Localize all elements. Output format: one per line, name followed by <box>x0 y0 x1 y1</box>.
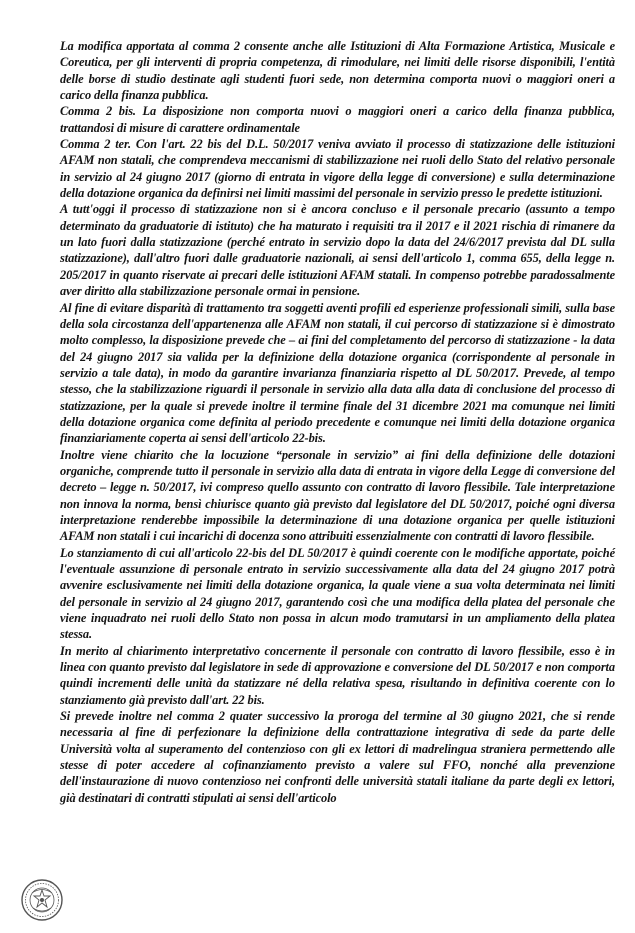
paragraph-chiarimento: In merito al chiarimento interpretativo concernente il personale con contratto di lavoro flessibile, esso è in linea con quanto previsto dal legislatore in sede di approvazione e conversione del DL 50/2017 e non comporta quindi incrementi delle unità da statizzare né della relativa spesa, risultando in definitiva coerente con lo stanziamento già previsto dall'art. 22 bis. <box>60 643 615 707</box>
paragraph-comma-2-bis: Comma 2 bis. La disposizione non comporta nuovi o maggiori oneri a carico della finanza pubblica, trattandosi di misure di carattere ordinamentale <box>60 104 615 135</box>
paragraph-statizzazione: A tutt'oggi il processo di statizzazione non si è ancora concluso e il personale precario (assunto a tempo determinato da graduatorie di istituto) che ha maturato i requisiti tra il 2017 e il 2021 rischia di rimanere da un lato fuori dalla statizzazione (perché entrato in servizio dopo la data del 24/6/2017 prevista dal DL sulla statizzazione), dall'altro fuori dalle graduatorie nazionali, ai sensi dell'articolo 1, comma 655, della legge n. 205/2017 in quanto riservate ai precari delle istituzioni AFAM statali. In compenso potrebbe paradossalmente aver diritto alla stabilizzazione personale ormai in pensione. <box>60 202 615 299</box>
paragraph-afam-borse: La modifica apportata al comma 2 consente anche alle Istituzioni di Alta Formazione Artistica, Musicale e Coreutica, per gli interventi di propria competenza, di rimodulare, nei limiti delle risorse disponibili, l'entità delle borse di studio destinate agli studenti fuori sede, non determina comporta nuovi o maggiori oneri a carico della finanza pubblica. <box>60 39 615 103</box>
body-text <box>60 38 615 806</box>
official-seal-icon <box>20 878 64 922</box>
paragraph-personale-in-servizio: Inoltre viene chiarito che la locuzione “personale in servizio” ai fini della definizione delle dotazioni organiche, comprende tutto il personale in servizio alla data di entrata in vigore della Legge di conversione del decreto – legge n. 50/2017, ivi compreso quello assunto con contratto di lavoro flessibile. Tale interpretazione non innova la norma, bensì chiurisce quanto già previsto dal legislatore del DL 50/2017, poiché ogni diversa interpretazione renderebbe impossibile la determinazione di una dotazione organica per quelle istituzioni AFAM non statali i cui incarichi di docenza sono attribuiti essenzialmente con contratti di lavoro flessibile. <box>60 447 615 544</box>
paragraph-disparita: Al fine di evitare disparità di trattamento tra soggetti aventi profili ed esperienze professionali simili, sulla base della sola circostanza dell'appartenenza alle AFAM non statali, il cui percorso di statizzazione si è dimostrato molto complesso, la disposizione prevede che – ai fini del completamento del percorso di statizzazione - la data del 24 giugno 2017 sia valida per la definizione della dotazione organica (corrispondente al personale in servizio a tale data), in modo da garantire invarianza finanziaria rispetto al DL 50/2017. Prevede, al tempo stesso, che la stabilizzazione riguardi il personale in servizio alla data alla data di conclusione del processo di statizzazione, per la quale si prevede inoltre il termine finale del 31 dicembre 2021 ma comunque nei limiti della dotazione organica come definita al periodo precedente e comunque nei limiti della dotazione organica finanziariamente coperta ai sensi dell'articolo 22-bis. <box>60 300 615 446</box>
paragraph-comma-2-ter: Comma 2 ter. Con l'art. 22 bis del D.L. 50/2017 veniva avviato il processo di statizzazione delle istituzioni AFAM non statali, che comprendeva meccanismi di stabilizzazione nei ruoli dello Stato del relativo personale in servizio al 24 giugno 2017 (giorno di entrata in vigore della legge di conversione) e sulla determinazione della dotazione organica da definirsi nei limiti massimi del personale in servizio presso le predette istituzioni. <box>60 137 615 201</box>
paragraph-stanziamento: Lo stanziamento di cui all'articolo 22-bis del DL 50/2017 è quindi coerente con le modifiche apportate, poiché l'eventuale assunzione di personale entrato in servizio successivamente alla data del 24 giugno 2017 potrà avvenire esclusivamente nei limiti della dotazione organica, la quale viene a sua volta determinata nei limiti del personale in servizio al 24 giugno 2017, garantendo così che una modifica della platea del personale che viene inquadrato nei ruoli dello Stato non possa in alcun modo tramutarsi in un ampliamento della platea stessa. <box>60 545 615 642</box>
paragraph-comma-2-quater: Si prevede inoltre nel comma 2 quater successivo la proroga del termine al 30 giugno 2021, che si rende necessaria al fine di perfezionare la definizione della contrattazione integrativa di sede da parte delle Università volta al superamento del contenzioso con gli ex lettori di madrelingua straniera permettendo alle stesse di poter accedere al cofinanziamento previsto a valere sul FFO, nonché alla prevenzione dell'instaurazione di nuovo contenzioso nei confronti delle università statali italiane da parte degli ex lettori, già destinatari di contratti stipulati ai sensi dell'articolo <box>60 709 615 805</box>
